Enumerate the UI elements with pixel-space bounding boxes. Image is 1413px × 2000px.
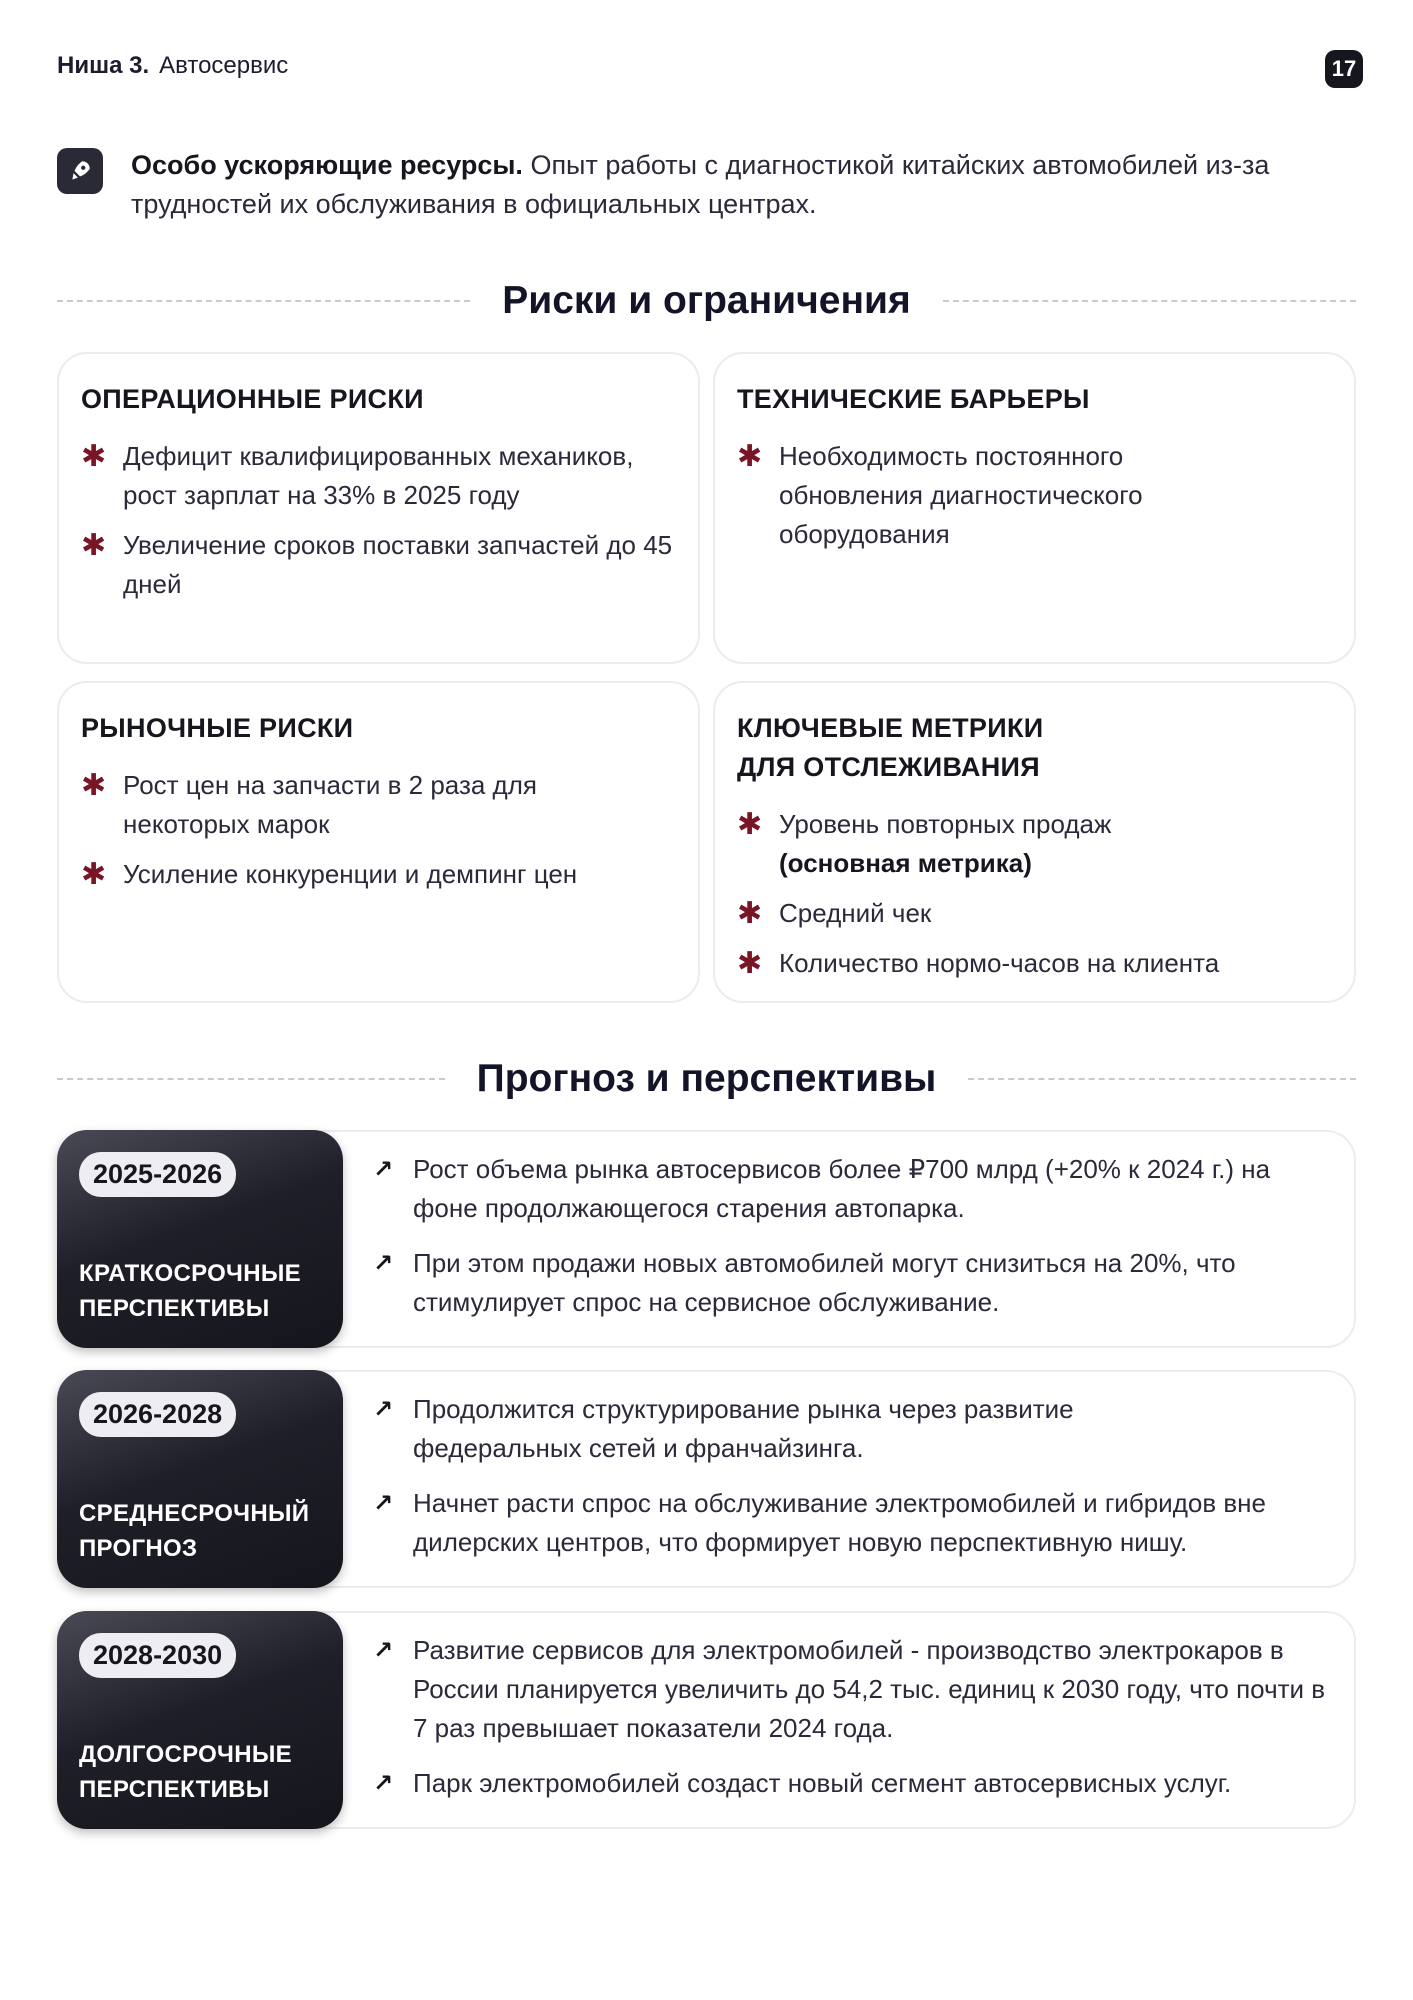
asterisk-icon: ✱ (81, 529, 107, 562)
accelerators-text (131, 146, 1307, 224)
item-text: Средний чек (779, 898, 932, 928)
item-text: Увеличение сроков поставки запчастей до 45 дней (123, 530, 673, 599)
period-label-line1: СРЕДНЕСРОЧНЫЙ (79, 1500, 310, 1527)
divider (968, 1078, 1356, 1080)
asterisk-icon: ✱ (737, 947, 763, 980)
list-item (373, 1390, 1153, 1468)
period-label-line2: ПРОГНОЗ (79, 1535, 198, 1562)
risk-card-market (57, 681, 700, 1003)
card-title: ТЕХНИЧЕСКИЕ БАРЬЕРЫ (737, 384, 1090, 414)
period-label (79, 1256, 301, 1326)
forecast-period-card (57, 1370, 343, 1588)
period-label-line2: ПЕРСПЕКТИВЫ (79, 1295, 270, 1322)
list-item (81, 766, 551, 844)
forecast-period-card (57, 1130, 343, 1348)
arrow-up-right-icon: ↗ (373, 1490, 394, 1517)
asterisk-icon: ✱ (737, 440, 763, 473)
list-item (373, 1484, 1333, 1562)
accelerators-body: Опыт работы с диагностикой китайских автомобилей из-за трудностей их обслуживания в официальных центрах. (131, 150, 1270, 219)
card-title: КЛЮЧЕВЫЕ МЕТРИКИ ДЛЯ ОТСЛЕЖИВАНИЯ (737, 713, 1044, 782)
list-item (373, 1631, 1333, 1748)
card-title: ОПЕРАЦИОННЫЕ РИСКИ (81, 384, 424, 414)
arrow-up-right-icon: ↗ (373, 1637, 394, 1664)
card-title: РЫНОЧНЫЕ РИСКИ (81, 713, 354, 743)
list-item (373, 1244, 1333, 1322)
accelerators-block (57, 146, 1307, 224)
item-text: Начнет расти спрос на обслуживание электромобилей и гибридов вне дилерских центров, что формирует новую перспективную нишу. (413, 1488, 1266, 1557)
asterisk-icon: ✱ (737, 897, 763, 930)
page-header (57, 52, 288, 80)
asterisk-icon: ✱ (737, 808, 763, 841)
year-badge: 2025-2026 (79, 1152, 236, 1197)
divider (57, 1078, 445, 1080)
forecast-period-card (57, 1611, 343, 1829)
forecast-points (373, 1631, 1333, 1819)
list-item (373, 1764, 1333, 1803)
period-label (79, 1496, 309, 1566)
list-item (737, 894, 1332, 933)
list-item (81, 526, 676, 604)
year-badge: 2028-2030 (79, 1633, 236, 1678)
forecast-section-title (57, 1054, 1356, 1104)
item-text (779, 805, 1111, 883)
item-text: Дефицит квалифицированных механиков, рост зарплат на 33% в 2025 году (123, 441, 634, 510)
accelerators-bold: Особо ускоряющие ресурсы. (131, 150, 523, 180)
item-text-bold: (основная метрика) (779, 848, 1032, 878)
item-text: Рост объема рынка автосервисов более ₽700 млрд (+20% к 2024 г.) на фоне продолжающегося старения автопарка. (413, 1154, 1271, 1223)
niche-title: Автосервис (159, 52, 289, 79)
list-item (737, 944, 1332, 983)
arrow-up-right-icon: ↗ (373, 1396, 394, 1423)
list-item (737, 805, 1332, 883)
period-label-line1: ДОЛГОСРОЧНЫЕ (79, 1741, 292, 1768)
period-label-line1: КРАТКОСРОЧНЫЕ (79, 1260, 301, 1287)
list-item (373, 1150, 1333, 1228)
item-text: Рост цен на запчасти в 2 раза для некоторых марок (123, 770, 537, 839)
period-label (79, 1737, 292, 1807)
list-item (81, 437, 676, 515)
item-text: При этом продажи новых автомобилей могут снизиться на 20%, что стимулирует спрос на сервисное обслуживание. (413, 1248, 1236, 1317)
forecast-points (373, 1390, 1333, 1578)
item-text: Необходимость постоянного обновления диагностического оборудования (779, 441, 1143, 549)
forecast-row-short (57, 1130, 1356, 1348)
page-number-badge: 17 (1325, 50, 1363, 88)
item-text: Парк электромобилей создаст новый сегмент автосервисных услуг. (413, 1768, 1232, 1798)
risk-card-operational (57, 352, 700, 664)
forecast-points (373, 1150, 1333, 1338)
risk-card-technical (713, 352, 1356, 664)
risks-section-title (57, 276, 1356, 326)
risks-heading: Риски и ограничения (502, 279, 911, 322)
rocket-icon (57, 148, 103, 194)
divider (57, 300, 470, 302)
item-text: Продолжится структурирование рынка через развитие федеральных сетей и франчайзинга. (413, 1394, 1074, 1463)
year-badge: 2026-2028 (79, 1392, 236, 1437)
asterisk-icon: ✱ (81, 440, 107, 473)
forecast-row-long (57, 1611, 1356, 1829)
list-item (81, 855, 676, 894)
asterisk-icon: ✱ (81, 858, 107, 891)
arrow-up-right-icon: ↗ (373, 1250, 394, 1277)
forecast-heading: Прогноз и перспективы (476, 1057, 937, 1100)
period-label-line2: ПЕРСПЕКТИВЫ (79, 1776, 270, 1803)
item-text-main: Уровень повторных продаж (779, 809, 1112, 839)
asterisk-icon: ✱ (81, 769, 107, 802)
item-text: Развитие сервисов для электромобилей - производство электрокаров в России планируется увеличить до 54,2 тыс. единиц к 2030 году, что почти в 7 раз превышает показатели 2024 года. (413, 1635, 1326, 1743)
forecast-row-medium (57, 1370, 1356, 1588)
arrow-up-right-icon: ↗ (373, 1770, 394, 1797)
risk-card-metrics (713, 681, 1356, 1003)
arrow-up-right-icon: ↗ (373, 1156, 394, 1183)
item-text: Усиление конкуренции и демпинг цен (123, 859, 578, 889)
item-text: Количество нормо-часов на клиента (779, 948, 1220, 978)
list-item (737, 437, 1197, 554)
niche-number: Ниша 3. (57, 52, 150, 79)
divider (943, 300, 1356, 302)
